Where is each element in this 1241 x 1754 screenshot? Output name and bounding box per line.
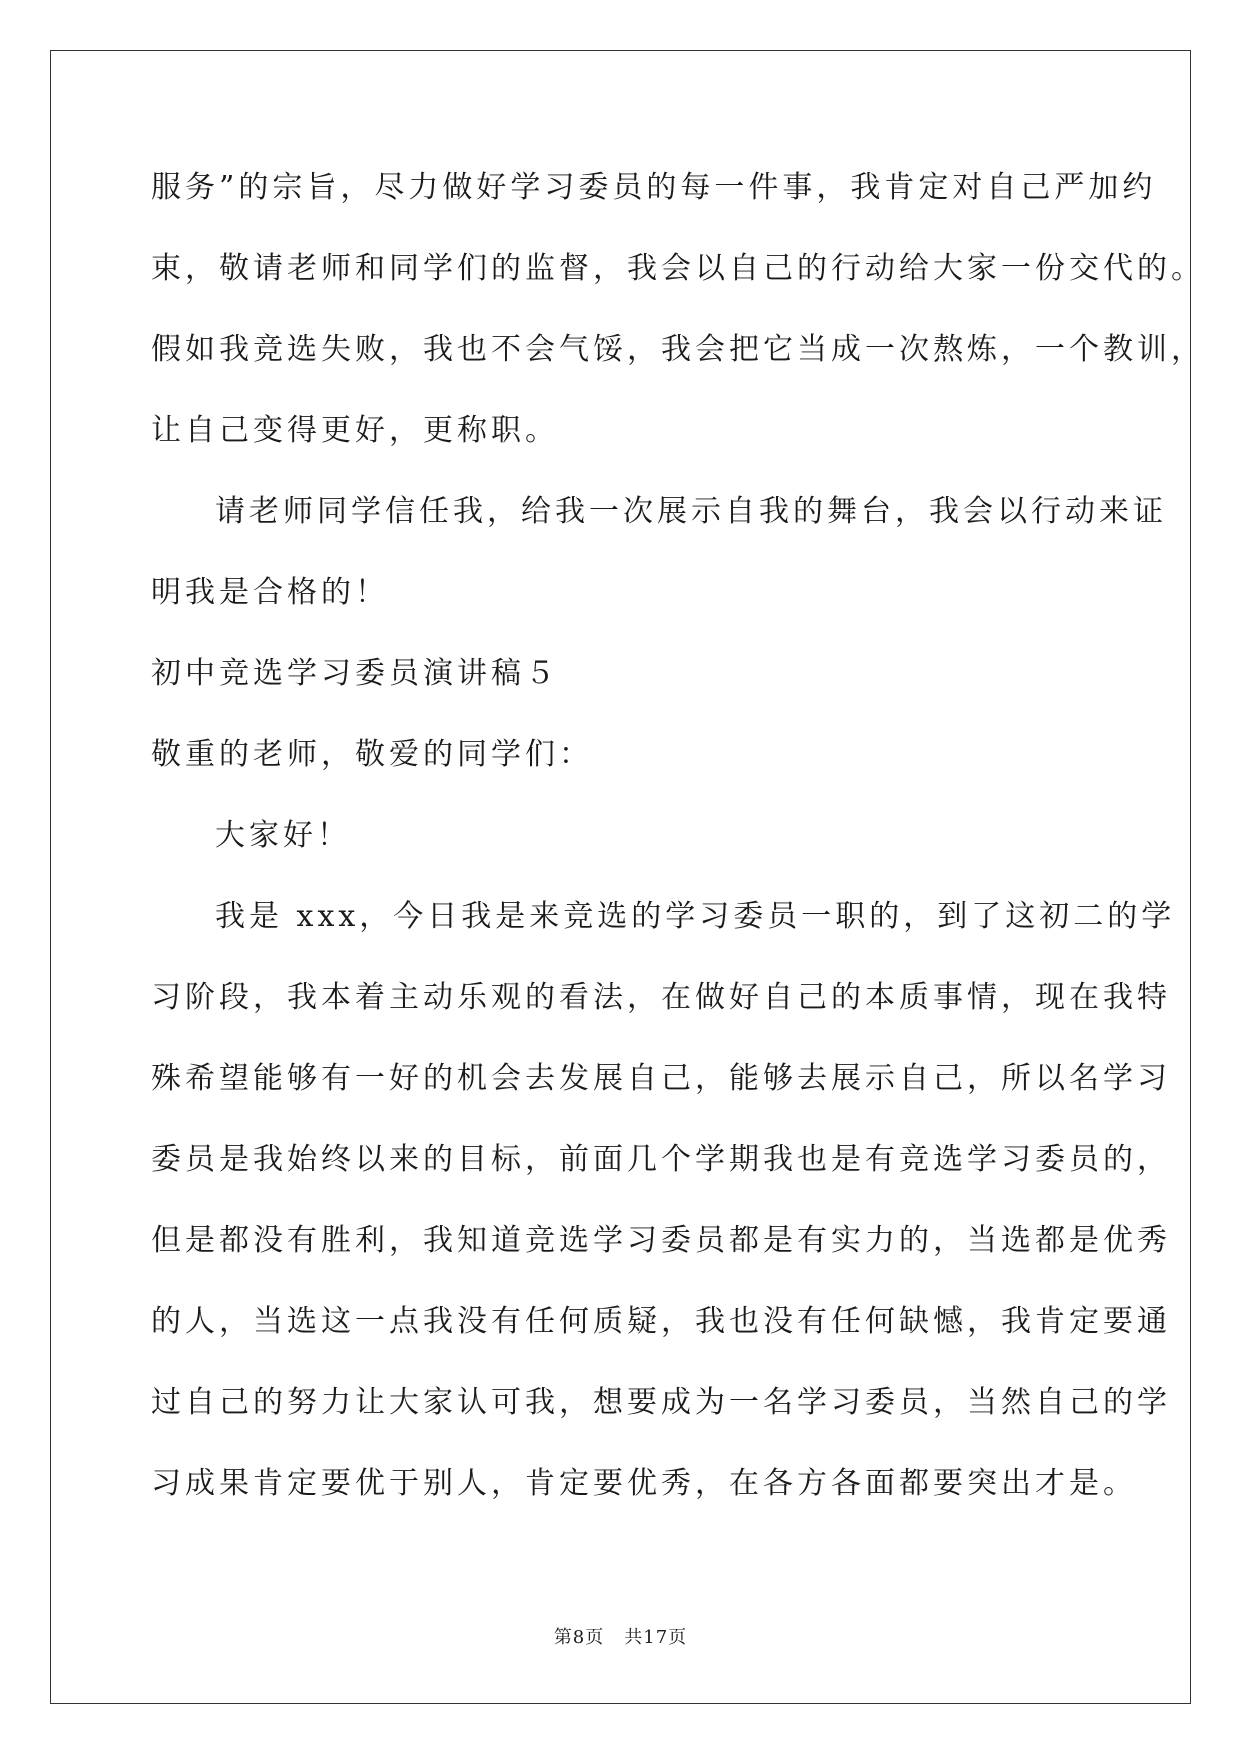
text-line: 大家好！: [215, 818, 351, 853]
text-line: 我是 xxx，今日我是来竞选的学习委员一职的，到了这初二的学: [215, 899, 1176, 934]
text-line: 委员是我始终以来的目标，前面几个学期我也是有竞选学习委员的，: [151, 1142, 1171, 1177]
text-line: 的人，当选这一点我没有任何质疑，我也没有任何缺憾，我肯定要通: [151, 1304, 1171, 1339]
page-number-total: 共17页: [624, 1627, 688, 1648]
text-line: 束，敬请老师和同学们的监督，我会以自己的行动给大家一份交代的。: [151, 251, 1205, 286]
text-line: 殊希望能够有一好的机会去发展自己，能够去展示自己，所以名学习: [151, 1061, 1171, 1096]
text-line: 但是都没有胜利，我知道竞选学习委员都是有实力的，当选都是优秀: [151, 1223, 1171, 1258]
text-line: 习阶段，我本着主动乐观的看法，在做好自己的本质事情，现在我特: [151, 980, 1171, 1015]
document-body: [151, 160, 1205, 1537]
text-line: 敬重的老师，敬爱的同学们：: [151, 737, 593, 772]
text-line: 服务”的宗旨，尽力做好学习委员的每一件事，我肯定对自己严加约: [151, 170, 1157, 205]
text-line: 让自己变得更好，更称职。: [151, 413, 559, 448]
text-line: 过自己的努力让大家认可我，想要成为一名学习委员，当然自己的学: [151, 1385, 1171, 1420]
text-line: 初中竞选学习委员演讲稿５: [151, 656, 559, 691]
text-line: 明我是合格的！: [151, 575, 389, 610]
text-line: 请老师同学信任我，给我一次展示自我的舞台，我会以行动来证: [215, 494, 1167, 529]
text-line: 习成果肯定要优于别人，肯定要优秀，在各方各面都要突出才是。: [151, 1466, 1137, 1501]
page-footer: [0, 1623, 1241, 1649]
page-number-current: 第8页: [553, 1627, 605, 1648]
text-line: 假如我竞选失败，我也不会气馁，我会把它当成一次熬炼，一个教训，: [151, 332, 1205, 367]
